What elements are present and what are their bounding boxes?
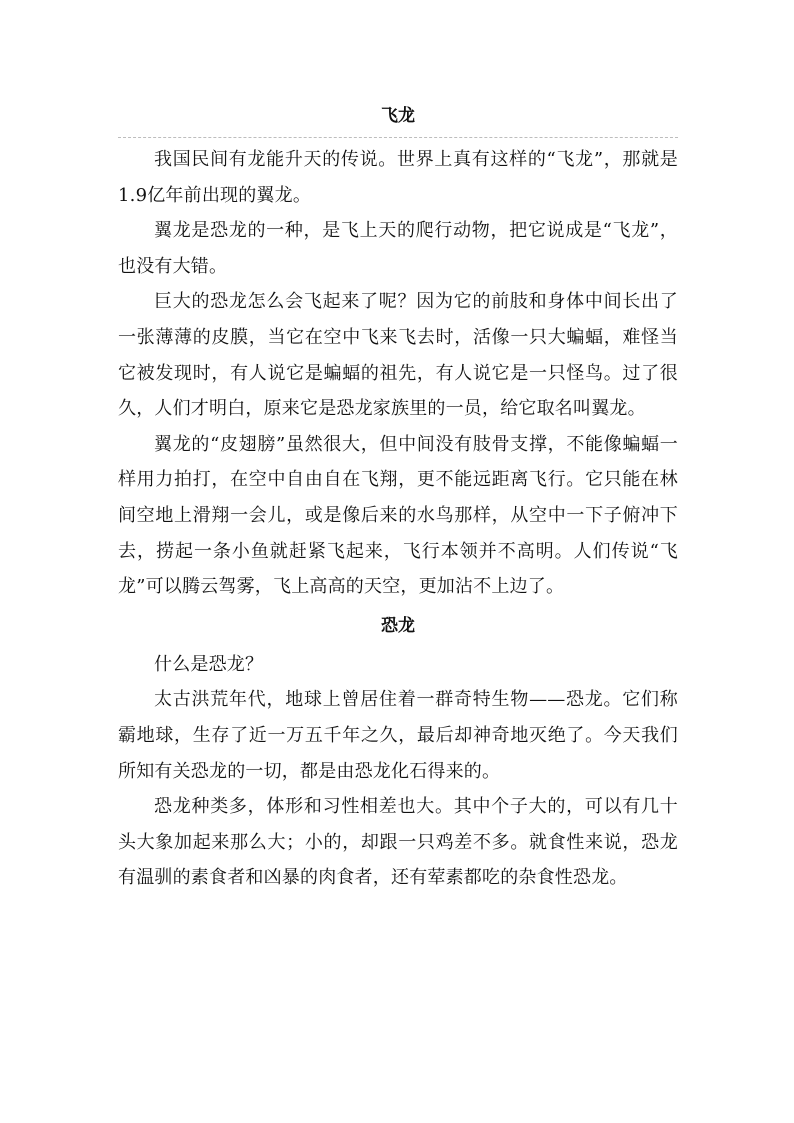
paragraph: 我国民间有龙能升天的传说。世界上真有这样的“飞龙”，那就是1.9亿年前出现的翼龙。 bbox=[118, 149, 678, 206]
paragraph: 太古洪荒年代，地球上曾居住着一群奇特生物——恐龙。它们称霸地球，生存了近一万五千年之久，最后却神奇地灭绝了。今天我们所知有关恐龙的一切，都是由恐龙化石得来的。 bbox=[118, 689, 678, 782]
paragraph: 巨大的恐龙怎么会飞起来了呢？因为它的前肢和身体中间长出了一张薄薄的皮膜，当它在空中飞来飞去时，活像一只大蝙蝠，难怪当它被发现时，有人说它是蝙蝠的祖先，有人说它是一只怪鸟。过了很久，人们才明白，原来它是恐龙家族里的一员，给它取名叫翼龙。 bbox=[118, 291, 678, 420]
paragraph: 什么是恐龙？ bbox=[154, 653, 264, 675]
paragraph: 翼龙是恐龙的一种，是飞上天的爬行动物，把它说成是“飞龙”，也没有大错。 bbox=[118, 220, 678, 277]
paragraph: 翼龙的“皮翅膀”虽然很大，但中间没有肢骨支撑，不能像蝙蝠一样用力拍打，在空中自由自在飞翔，更不能远距离飞行。它只能在林间空地上滑翔一会儿，或是像后来的水鸟那样，从空中一下子俯冲下去，捞起一条小鱼就赶紧飞起来，飞行本领并不高明。人们传说“飞龙”可以腾云驾雾，飞上高高的天空，更加沾不上边了。 bbox=[118, 433, 678, 598]
section-title: 恐龙 bbox=[381, 615, 415, 636]
document-page bbox=[118, 95, 678, 896]
section-dinosaur bbox=[118, 605, 678, 896]
section-flying-dragon bbox=[118, 95, 678, 605]
section-title: 飞龙 bbox=[381, 106, 415, 126]
paragraph: 恐龙种类多，体形和习性相差也大。其中个子大的，可以有几十头大象加起来那么大；小的，却跟一只鸡差不多。就食性来说，恐龙有温驯的素食者和凶暴的肉食者，还有荤素都吃的杂食性恐龙。 bbox=[118, 796, 678, 889]
title-divider bbox=[118, 137, 678, 138]
